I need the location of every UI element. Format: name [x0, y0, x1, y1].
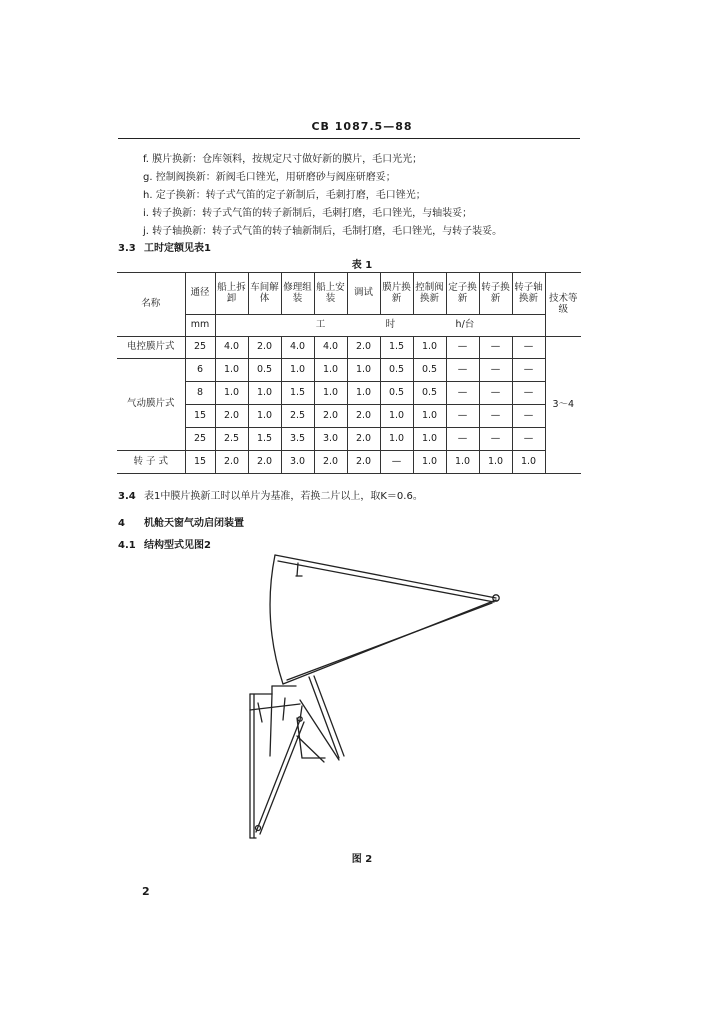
cell: 2.0	[347, 428, 380, 451]
cell: 1.0	[413, 405, 446, 428]
group-electric: 电控膜片式	[117, 337, 185, 359]
section-number: 3.4	[118, 491, 136, 502]
cell: 4.0	[314, 337, 347, 359]
cell: 2.0	[314, 405, 347, 428]
section-title: 结构型式见图2	[144, 540, 211, 551]
cell: 0.5	[380, 359, 413, 382]
skylight-mechanism-figure	[240, 548, 510, 843]
cell: 4.0	[215, 337, 248, 359]
cell: 2.0	[347, 451, 380, 474]
cell: —	[479, 337, 512, 359]
header-diameter: 通径	[185, 273, 215, 315]
cell: 1.0	[215, 359, 248, 382]
item-text: 转子轴换新：转子式气笛的转子轴新制后，毛制打磨，毛口锉光，与转子装妥。	[152, 226, 503, 237]
header-col: 控制阀换新	[413, 273, 446, 315]
table-row	[117, 405, 581, 428]
header-col: 转子轴换新	[512, 273, 545, 315]
cell: 2.5	[215, 428, 248, 451]
group-rotor: 转 子 式	[117, 451, 185, 474]
section-heading-3-3	[118, 239, 211, 254]
list-item	[143, 168, 396, 183]
header-col: 船上拆卸	[215, 273, 248, 315]
cell: 3.5	[281, 428, 314, 451]
cell: —	[512, 428, 545, 451]
cell: 1.5	[380, 337, 413, 359]
cell: 2.0	[248, 451, 281, 474]
cell: 4.0	[281, 337, 314, 359]
item-label: i.	[143, 208, 149, 219]
header-col: 膜片换新	[380, 273, 413, 315]
cell-dn: 15	[185, 405, 215, 428]
table-row	[117, 428, 581, 451]
cell: 2.0	[248, 337, 281, 359]
cell: —	[446, 382, 479, 405]
table-row	[117, 337, 581, 359]
list-item	[143, 186, 426, 201]
cell: 1.0	[347, 382, 380, 405]
header-grade: 技术等级	[545, 273, 581, 337]
header-name: 名称	[117, 273, 185, 337]
cell: 1.0	[446, 451, 479, 474]
cell: 1.0	[413, 428, 446, 451]
item-text: 定子换新：转子式气笛的定子新制后，毛刺打磨，毛口锉光；	[155, 190, 426, 201]
grade-value: 3～4	[545, 337, 581, 474]
cell: —	[479, 359, 512, 382]
table-row	[117, 359, 581, 382]
cell: —	[512, 382, 545, 405]
cell: 1.0	[314, 359, 347, 382]
cell: 2.0	[215, 405, 248, 428]
list-item	[143, 204, 472, 219]
section-text: 表1中膜片换新工时以单片为基准，若换二片以上，取K＝0.6。	[144, 491, 423, 502]
cell: —	[512, 359, 545, 382]
cell: 1.0	[281, 359, 314, 382]
support-strut	[300, 676, 344, 760]
list-item	[143, 222, 502, 237]
unit-shi: 时	[385, 319, 396, 331]
cell: —	[512, 405, 545, 428]
table-caption: 表 1	[351, 260, 373, 271]
header-rule	[118, 138, 580, 139]
cell-dn: 15	[185, 451, 215, 474]
coaming-frame	[250, 686, 300, 838]
cell: 0.5	[248, 359, 281, 382]
cell: 0.5	[413, 382, 446, 405]
document-header: CB 1087.5—88	[311, 120, 413, 133]
unit-gong: 工	[315, 319, 326, 331]
cell: 1.0	[380, 428, 413, 451]
cell: 2.0	[314, 451, 347, 474]
unit-h: h/台	[455, 319, 475, 331]
group-pneumatic: 气动膜片式	[117, 359, 185, 451]
header-col: 修理组装	[281, 273, 314, 315]
list-item	[143, 150, 422, 165]
cell: —	[479, 405, 512, 428]
cell: 1.0	[413, 451, 446, 474]
section-3-4	[118, 487, 423, 502]
cell-dn: 8	[185, 382, 215, 405]
item-label: j.	[143, 226, 149, 237]
cell: —	[479, 428, 512, 451]
cell: 2.0	[215, 451, 248, 474]
page-number: 2	[142, 885, 150, 898]
cell: 1.0	[413, 337, 446, 359]
figure-caption: 图 2	[351, 854, 373, 865]
cell: 1.0	[479, 451, 512, 474]
cell: 1.5	[281, 382, 314, 405]
cell: —	[512, 337, 545, 359]
cell: 2.0	[347, 337, 380, 359]
item-label: h.	[143, 190, 153, 201]
table-row	[117, 451, 581, 474]
cell: 1.0	[347, 359, 380, 382]
item-text: 转子换新：转子式气笛的转子新制后，毛刺打磨，毛口锉光，与轴装妥；	[152, 208, 473, 219]
header-col: 转子换新	[479, 273, 512, 315]
header-col: 调试	[347, 273, 380, 315]
cell: 1.0	[380, 405, 413, 428]
cell: —	[479, 382, 512, 405]
cell: 1.0	[248, 382, 281, 405]
cell: —	[446, 428, 479, 451]
table-row	[117, 382, 581, 405]
cell: 3.0	[314, 428, 347, 451]
header-col: 船上安装	[314, 273, 347, 315]
item-text: 膜片换新：仓库领料，按规定尺寸做好新的膜片，毛口光光；	[152, 154, 423, 165]
item-label: g.	[143, 172, 153, 183]
cell: 3.0	[281, 451, 314, 474]
item-text: 控制阀换新：新阀毛口锉光，用研磨砂与阀座研磨妥；	[155, 172, 396, 183]
worktime-table	[117, 272, 581, 474]
cell: 0.5	[380, 382, 413, 405]
section-title: 工时定额见表1	[144, 243, 211, 254]
cell: —	[446, 359, 479, 382]
cell: 1.0	[512, 451, 545, 474]
cell: 1.0	[314, 382, 347, 405]
cell: 1.0	[215, 382, 248, 405]
header-col: 车间解体	[248, 273, 281, 315]
header-diameter-unit: mm	[185, 315, 215, 337]
skylight-cover	[270, 555, 499, 684]
cell: —	[380, 451, 413, 474]
cell: 1.0	[248, 405, 281, 428]
cell-dn: 6	[185, 359, 215, 382]
cell: 2.5	[281, 405, 314, 428]
cell: —	[446, 337, 479, 359]
cell: 1.5	[248, 428, 281, 451]
section-heading-4	[118, 514, 244, 529]
section-title: 机舱天窗气动启闭装置	[144, 518, 244, 529]
cell: 2.0	[347, 405, 380, 428]
section-number: 4	[118, 518, 125, 529]
header-unit-row	[215, 315, 545, 337]
header-col: 定子换新	[446, 273, 479, 315]
cell: 0.5	[413, 359, 446, 382]
section-number: 4.1	[118, 540, 136, 551]
section-number: 3.3	[118, 243, 136, 254]
cell: —	[446, 405, 479, 428]
pneumatic-cylinder	[256, 717, 326, 834]
section-heading-4-1	[118, 536, 211, 551]
cell-dn: 25	[185, 428, 215, 451]
cell-dn: 25	[185, 337, 215, 359]
item-label: f.	[143, 154, 149, 165]
